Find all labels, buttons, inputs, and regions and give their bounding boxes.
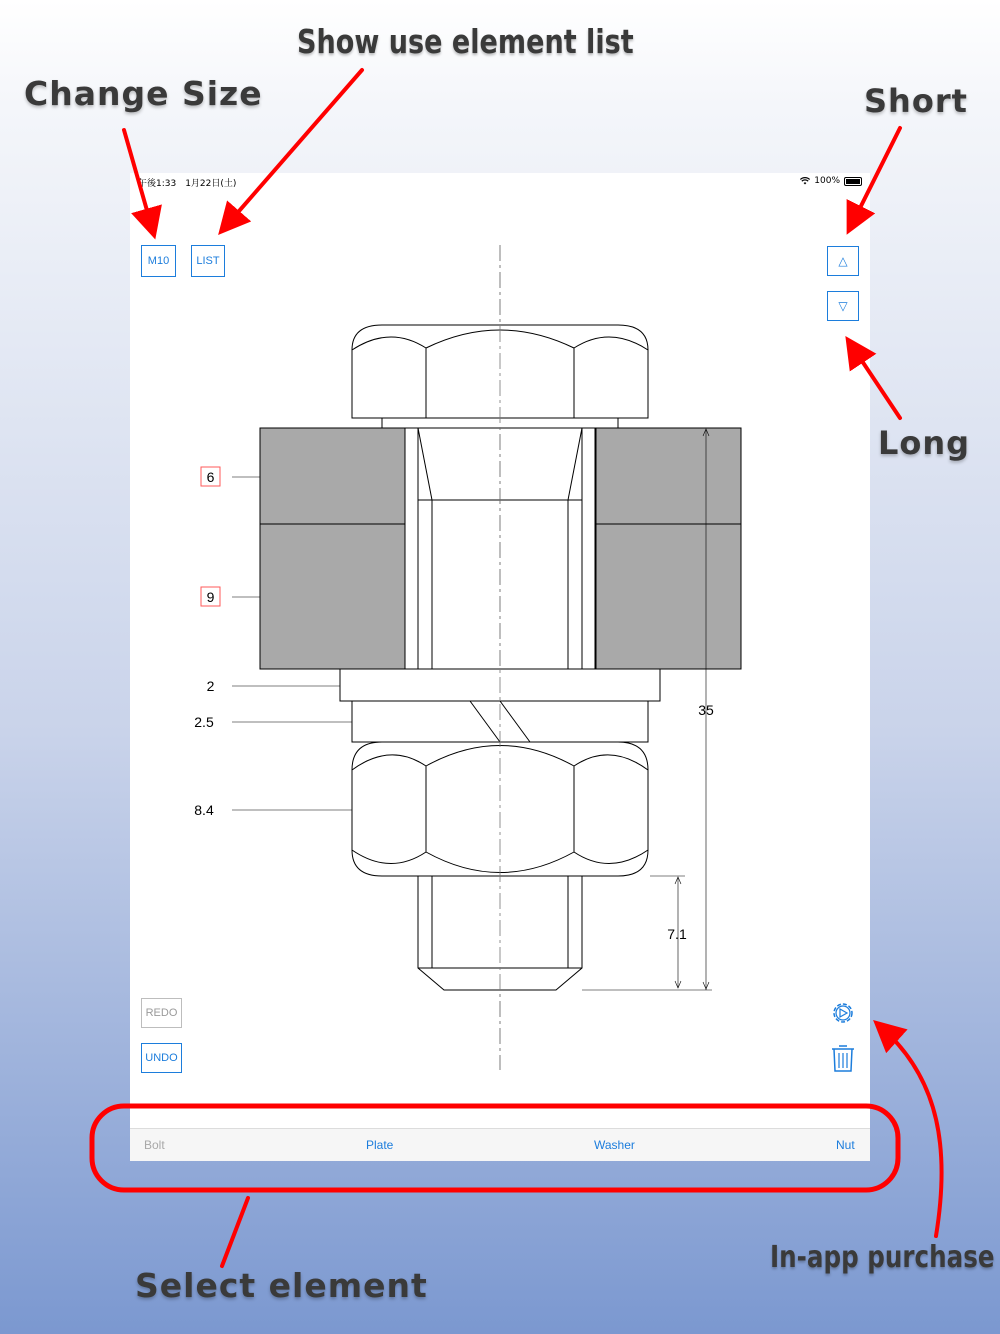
long-button[interactable]: ▽ (827, 291, 859, 321)
caption-in-app-purchase: In-app purchase (770, 1240, 995, 1275)
caption-show-list: Show use element list (297, 22, 634, 61)
app-screen (130, 173, 870, 1161)
nut-height: 8.4 (194, 802, 214, 818)
element-tab-bar (130, 1128, 870, 1161)
plate-lower (260, 524, 741, 669)
status-time: 午後1:33 1月22日(土) (138, 179, 237, 189)
plate-upper (260, 428, 741, 524)
short-button[interactable]: △ (827, 246, 859, 276)
protrusion-length: 7.1 (667, 926, 687, 942)
plate2-thickness: 9 (206, 589, 215, 605)
tab-plate[interactable]: Plate (366, 1138, 394, 1152)
bolt-length: 35 (698, 702, 714, 718)
redo-button[interactable]: REDO (141, 998, 182, 1028)
bolt-assembly-drawing (130, 173, 870, 1161)
caption-long: Long (878, 424, 971, 462)
list-button[interactable]: LIST (191, 245, 225, 277)
arrow-in-app-purchase (882, 1028, 942, 1236)
size-button[interactable]: M10 (141, 245, 176, 277)
caption-short: Short (864, 82, 968, 120)
battery-percent: 100% (814, 176, 840, 186)
washer-thickness: 2 (206, 678, 215, 694)
tab-washer[interactable]: Washer (594, 1138, 635, 1152)
tab-nut[interactable]: Nut (836, 1138, 855, 1152)
tab-bolt[interactable]: Bolt (144, 1138, 165, 1152)
caption-change-size: Change Size (24, 74, 263, 113)
spring-washer-thickness: 2.5 (194, 714, 214, 730)
settings-gear-icon[interactable] (831, 1001, 855, 1025)
plate1-thickness: 6 (206, 469, 215, 485)
trash-icon[interactable] (830, 1043, 856, 1073)
undo-button[interactable]: UNDO (141, 1043, 182, 1073)
arrow-select-element (222, 1198, 248, 1266)
caption-select-element: Select element (135, 1266, 428, 1305)
